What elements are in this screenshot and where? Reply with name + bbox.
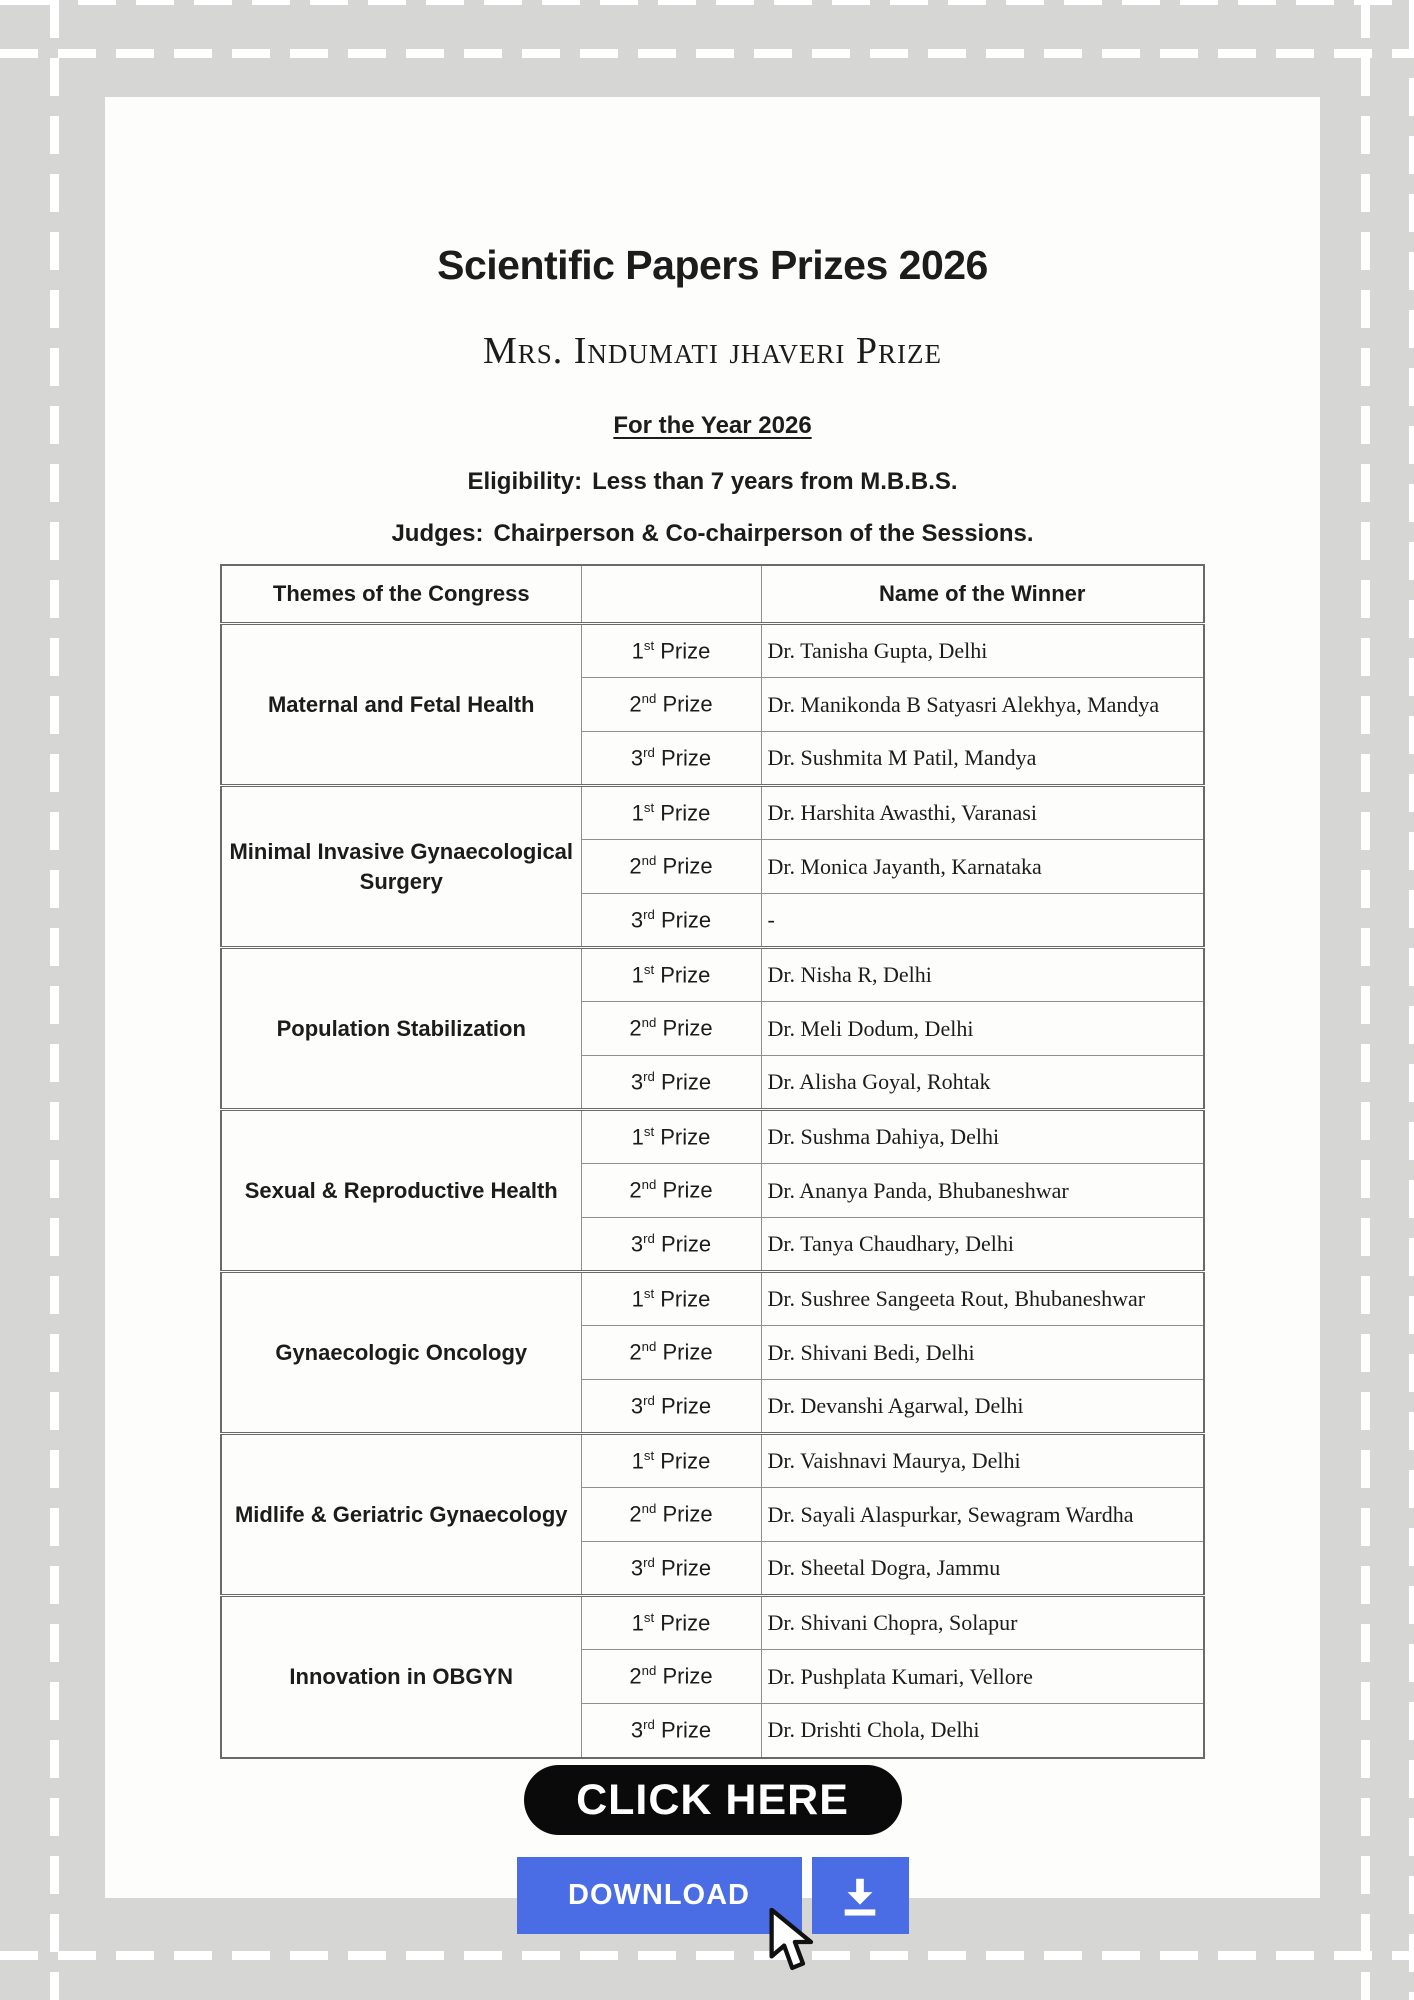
prize-cell: 2nd Prize	[581, 1002, 761, 1056]
winner-cell: Dr. Shivani Chopra, Solapur	[761, 1596, 1204, 1650]
prize-cell: 3rd Prize	[581, 1056, 761, 1110]
theme-cell: Minimal Invasive Gynaecological Surgery	[221, 786, 581, 948]
prize-cell: 2nd Prize	[581, 840, 761, 894]
winner-column-header: Name of the Winner	[761, 565, 1204, 624]
winner-cell: Dr. Sushma Dahiya, Delhi	[761, 1110, 1204, 1164]
prize-cell: 1st Prize	[581, 1434, 761, 1488]
winner-cell: Dr. Devanshi Agarwal, Delhi	[761, 1380, 1204, 1434]
winner-cell: Dr. Monica Jayanth, Karnataka	[761, 840, 1204, 894]
winner-cell: Dr. Sayali Alaspurkar, Sewagram Wardha	[761, 1488, 1204, 1542]
winner-cell: Dr. Vaishnavi Maurya, Delhi	[761, 1434, 1204, 1488]
prize-cell: 2nd Prize	[581, 1326, 761, 1380]
prize-cell: 1st Prize	[581, 1110, 761, 1164]
dashed-border-bottom	[0, 1951, 1414, 1960]
eligibility-text: Less than 7 years from M.B.B.S.	[592, 468, 958, 495]
theme-cell: Gynaecologic Oncology	[221, 1272, 581, 1434]
winner-cell: Dr. Alisha Goyal, Rohtak	[761, 1056, 1204, 1110]
table-row	[221, 1272, 1204, 1326]
winner-cell: Dr. Manikonda B Satyasri Alekhya, Mandya	[761, 678, 1204, 732]
table-row	[221, 1110, 1204, 1164]
prize-cell: 3rd Prize	[581, 1542, 761, 1596]
table-row	[221, 1596, 1204, 1650]
themes-column-header: Themes of the Congress	[221, 565, 581, 624]
winner-cell: Dr. Harshita Awasthi, Varanasi	[761, 786, 1204, 840]
prize-cell: 2nd Prize	[581, 1650, 761, 1704]
prize-column-header	[581, 565, 761, 624]
dashed-border-right	[1361, 0, 1370, 2000]
prize-cell: 1st Prize	[581, 624, 761, 678]
winner-cell: Dr. Sushmita M Patil, Mandya	[761, 732, 1204, 786]
winner-cell: Dr. Tanya Chaudhary, Delhi	[761, 1218, 1204, 1272]
prize-cell: 1st Prize	[581, 948, 761, 1002]
dashed-border-left	[50, 0, 59, 2000]
table-row	[221, 1434, 1204, 1488]
winner-cell: Dr. Ananya Panda, Bhubaneshwar	[761, 1164, 1204, 1218]
prize-cell: 3rd Prize	[581, 1380, 761, 1434]
prize-cell: 1st Prize	[581, 1596, 761, 1650]
theme-cell: Sexual & Reproductive Health	[221, 1110, 581, 1272]
winner-cell: Dr. Meli Dodum, Delhi	[761, 1002, 1204, 1056]
table-header-row	[221, 565, 1204, 624]
download-button[interactable]: DOWNLOAD	[517, 1857, 802, 1934]
dashed-border-top-edge	[0, 0, 1414, 5]
winner-cell: Dr. Pushplata Kumari, Vellore	[761, 1650, 1204, 1704]
table-row	[221, 624, 1204, 678]
prize-cell: 2nd Prize	[581, 1164, 761, 1218]
eligibility-label: Eligibility:	[467, 468, 583, 495]
dashed-border-right-edge	[1409, 0, 1414, 2000]
winner-cell: Dr. Nisha R, Delhi	[761, 948, 1204, 1002]
judges-label: Judges:	[391, 520, 484, 547]
prize-cell: 2nd Prize	[581, 1488, 761, 1542]
prizes-table-body	[221, 624, 1204, 1758]
prize-name-subtitle: Mrs. Indumati jhaveri Prize	[482, 330, 943, 372]
prize-cell: 2nd Prize	[581, 678, 761, 732]
year-line: For the Year 2026	[613, 412, 812, 439]
judges-line	[105, 522, 1320, 546]
prize-cell: 1st Prize	[581, 1272, 761, 1326]
theme-cell: Midlife & Geriatric Gynaecology	[221, 1434, 581, 1596]
document-page	[105, 97, 1320, 1911]
click-here-button[interactable]: CLICK HERE	[524, 1765, 902, 1835]
dashed-border-top	[0, 49, 1414, 58]
winner-cell: Dr. Sheetal Dogra, Jammu	[761, 1542, 1204, 1596]
judges-text: Chairperson & Co-chairperson of the Sessions.	[493, 520, 1034, 547]
prize-cell: 3rd Prize	[581, 894, 761, 948]
table-row	[221, 786, 1204, 840]
prize-cell: 3rd Prize	[581, 1704, 761, 1758]
download-row	[517, 1857, 909, 1934]
eligibility-line	[105, 470, 1320, 494]
theme-cell: Maternal and Fetal Health	[221, 624, 581, 786]
winner-cell: Dr. Sushree Sangeeta Rout, Bhubaneshwar	[761, 1272, 1204, 1326]
download-arrow-icon	[837, 1873, 883, 1919]
prize-cell: 3rd Prize	[581, 1218, 761, 1272]
download-icon-button[interactable]	[812, 1857, 909, 1934]
prizes-table	[220, 564, 1205, 1759]
document-title: Scientific Papers Prizes 2026	[437, 242, 988, 288]
winner-cell: Dr. Drishti Chola, Delhi	[761, 1704, 1204, 1758]
prize-cell: 3rd Prize	[581, 732, 761, 786]
winner-cell: -	[761, 894, 1204, 948]
table-row	[221, 948, 1204, 1002]
theme-cell: Population Stabilization	[221, 948, 581, 1110]
winner-cell: Dr. Tanisha Gupta, Delhi	[761, 624, 1204, 678]
theme-cell: Innovation in OBGYN	[221, 1596, 581, 1758]
winner-cell: Dr. Shivani Bedi, Delhi	[761, 1326, 1204, 1380]
prize-cell: 1st Prize	[581, 786, 761, 840]
